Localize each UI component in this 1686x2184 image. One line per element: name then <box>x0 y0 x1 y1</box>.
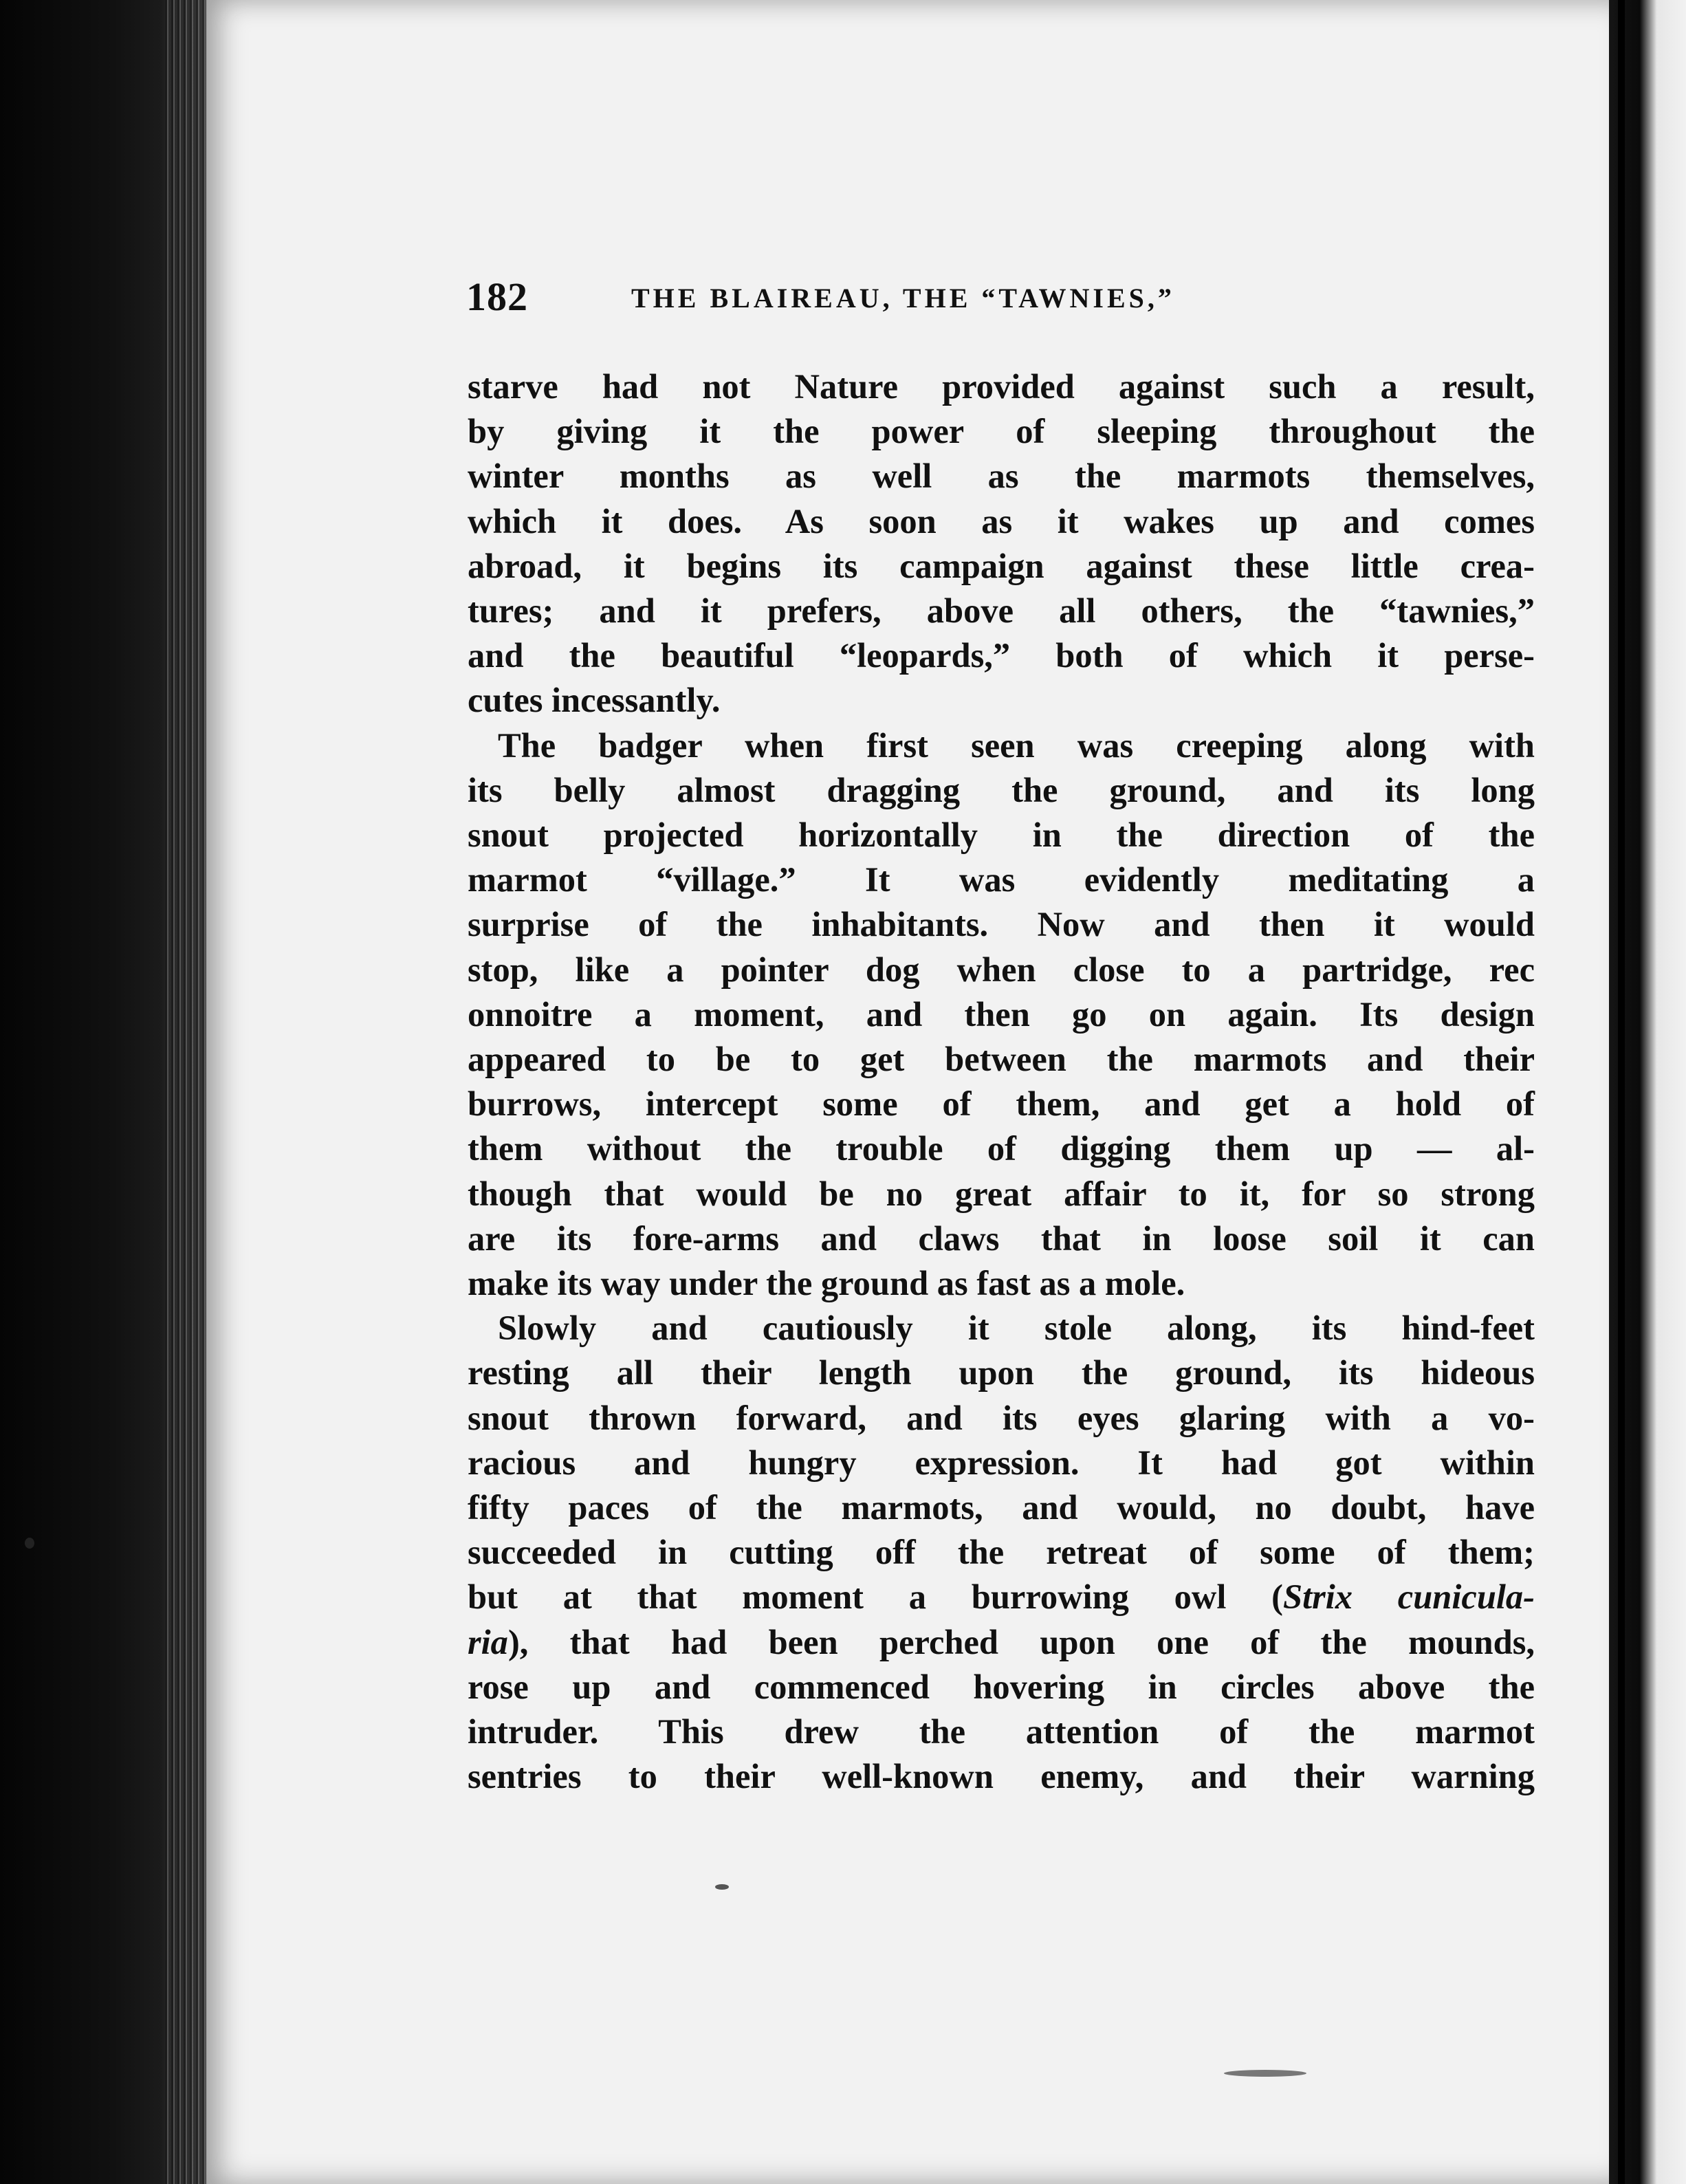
scan-speck <box>715 1884 729 1890</box>
text-line: and the beautiful “leopards,” both of which it perse- <box>468 636 1535 675</box>
paragraph-1 <box>468 364 1535 723</box>
text-line <box>468 1575 1535 1619</box>
text-line: sentries to their well-known enemy, and their warning <box>468 1757 1535 1796</box>
text-line: are its fore-arms and claws that in loose soil it can <box>468 1219 1535 1258</box>
page-number: 182 <box>466 274 528 319</box>
scan-speck <box>1224 2070 1306 2077</box>
text-line: make its way under the ground as fast as a mole. <box>468 1264 1185 1303</box>
text-line: starve had not Nature provided against such a result, <box>468 367 1535 406</box>
text-line: Slowly and cautiously it stole along, its hind-feet <box>498 1309 1535 1348</box>
text-line: cutes incessantly. <box>468 681 721 720</box>
paragraph-2 <box>468 723 1535 1307</box>
text-line: tures; and it prefers, above all others, the “tawnies,” <box>468 591 1535 631</box>
body-text <box>468 364 1535 1800</box>
text-line: racious and hungry expression. It had got within <box>468 1443 1535 1482</box>
text-line: succeeded in cutting off the retreat of some of them; <box>468 1533 1535 1572</box>
scan-speck <box>25 1538 34 1549</box>
text-line: snout projected horizontally in the direction of the <box>468 816 1535 855</box>
text-line: abroad, it begins its campaign against these little crea- <box>468 546 1535 585</box>
text-line: by giving it the power of sleeping throughout the <box>468 412 1535 451</box>
species-name-italic: ria <box>468 1622 508 1661</box>
text-line: though that would be no great affair to it, for so strong <box>468 1174 1535 1213</box>
text-line: rose up and commenced hovering in circles above the <box>468 1667 1535 1706</box>
text-line: marmot “village.” It was evidently meditating a <box>468 860 1535 899</box>
text-line: intruder. This drew the attention of the marmot <box>468 1712 1535 1751</box>
text-line <box>468 1620 1535 1665</box>
text-line: snout thrown forward, and its eyes glaring with a vo- <box>468 1398 1535 1437</box>
text-line: resting all their length upon the ground, its hideous <box>468 1353 1535 1393</box>
paragraph-3 <box>468 1306 1535 1799</box>
running-head: THE BLAIREAU, THE “TAWNIES,” <box>631 283 1175 314</box>
text-line: fifty paces of the marmots, and would, no doubt, have <box>468 1488 1535 1527</box>
page-border-line <box>1618 0 1625 2184</box>
book-page <box>206 0 1617 2184</box>
text-line: stop, like a pointer dog when close to a partridge, rec <box>468 950 1535 989</box>
text-line: The badger when first seen was creeping along with <box>498 725 1535 765</box>
text-line: winter months as well as the marmots themselves, <box>468 457 1535 496</box>
page-header <box>206 274 1617 329</box>
text-line: them without the trouble of digging them up — al- <box>468 1129 1535 1168</box>
text-line: burrows, intercept some of them, and get a hold of <box>468 1084 1535 1124</box>
text-span: but at that moment a burrowing owl ( <box>468 1577 1283 1617</box>
text-line: its belly almost dragging the ground, and its long <box>468 770 1535 809</box>
text-line: onnoitre a moment, and then go on again. Its design <box>468 994 1535 1034</box>
species-name-italic: Strix cunicula- <box>1282 1577 1535 1617</box>
text-line: which it does. As soon as it wakes up and comes <box>468 501 1535 540</box>
text-span: ), that had been perched upon one of the mounds, <box>507 1622 1535 1661</box>
text-line: surprise of the inhabitants. Now and then it would <box>468 905 1535 944</box>
text-line: appeared to be to get between the marmots and their <box>468 1040 1535 1079</box>
